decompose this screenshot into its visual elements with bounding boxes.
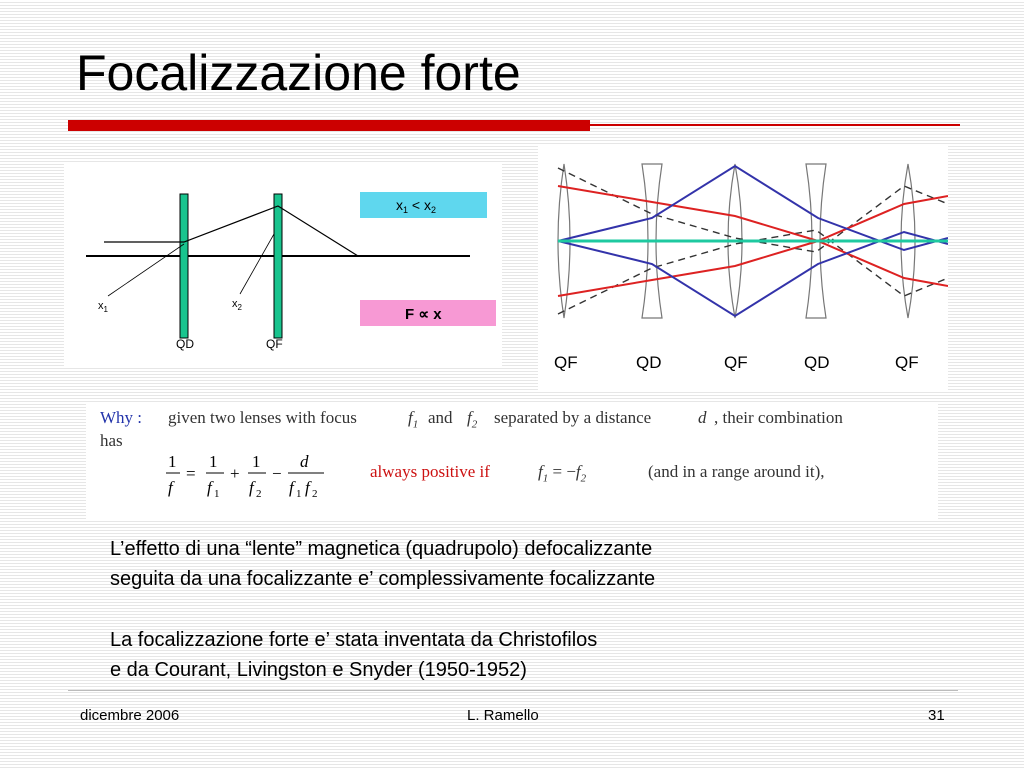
focus-f1: $f_1$ (408, 408, 419, 431)
ray-path (104, 206, 358, 256)
svg-text:f: f (249, 478, 254, 497)
why-line1-c: , their combination (714, 408, 843, 427)
why-and: and (428, 408, 453, 427)
svg-text:−: − (272, 464, 282, 483)
paragraph-1-line-2: seguita da una focalizzante e’ complessivamente focalizzante (110, 568, 656, 590)
svg-text:f: f (289, 478, 294, 497)
title-underline-line (590, 124, 960, 126)
svg-text:1: 1 (168, 452, 177, 471)
quadrupole-pair-svg (64, 164, 502, 366)
x2-label: $x_2$ (232, 298, 242, 312)
fodo-lattice-svg (538, 146, 948, 390)
svg-text:1: 1 (296, 488, 302, 500)
why-explanation-box (86, 403, 938, 521)
qf-label: QF (266, 337, 283, 351)
why-label: Why : (100, 408, 143, 427)
focus-f2: $f_2$ (467, 408, 478, 431)
footer-date: dicembre 2006 (80, 707, 180, 724)
lens-label-3: QF (724, 353, 748, 372)
footer-divider (68, 690, 958, 691)
svg-text:2: 2 (256, 488, 262, 500)
x2-pointer (240, 234, 274, 294)
x1-pointer (108, 244, 184, 296)
footer-author: L. Ramello (467, 707, 539, 724)
paragraph-2-line-2: e da Courant, Livingston e Snyder (1950-1952) (110, 659, 527, 681)
lens-qd (180, 194, 188, 338)
paragraph-2-line-1: La focalizzazione forte e’ stata inventata da Christofilos (110, 629, 598, 651)
proportionality-text: F ∝ x (405, 306, 442, 323)
red-ray-upper (558, 186, 948, 286)
paragraph-1-line-1: L’effetto di una “lente” magnetica (quadrupolo) defocalizzante (110, 538, 653, 560)
svg-text:1: 1 (214, 488, 220, 500)
x1-label: $x_1$ (98, 300, 108, 314)
red-ray-lower (558, 196, 948, 296)
svg-text:1: 1 (252, 452, 261, 471)
lens-qf (274, 194, 282, 338)
svg-text:=: = (186, 464, 196, 483)
fodo-lattice-diagram (538, 146, 948, 390)
why-line2: has (100, 431, 123, 450)
qd-label: QD (176, 337, 194, 351)
slide-title: Focalizzazione forte (76, 45, 521, 101)
always-positive-label: always positive if (370, 462, 490, 481)
lens-label-4: QD (804, 353, 830, 372)
lens-labels (554, 353, 919, 372)
lens-label-1: QF (554, 353, 578, 372)
positivity-condition: $f_1 = -f_2$ (538, 462, 587, 485)
quadrupole-pair-diagram (64, 164, 502, 366)
range-note: (and in a range around it), (648, 462, 825, 481)
lens-formula (162, 447, 342, 507)
lens-label-2: QD (636, 353, 662, 372)
title-underline-bar (68, 120, 590, 131)
lens-label-5: QF (895, 353, 919, 372)
comparison-text: $x_1 < x_2$ (396, 197, 436, 215)
why-line1-a: given two lenses with focus (168, 408, 357, 427)
svg-text:2: 2 (312, 488, 318, 500)
svg-text:d: d (300, 452, 309, 471)
svg-text:f: f (305, 478, 310, 497)
svg-text:f: f (207, 478, 212, 497)
svg-text:1: 1 (209, 452, 218, 471)
svg-text:f: f (168, 478, 173, 497)
why-line1-b: separated by a distance (494, 408, 652, 427)
distance-d: d (698, 408, 707, 427)
footer-page-number: 31 (928, 707, 945, 724)
svg-text:+: + (230, 464, 240, 483)
